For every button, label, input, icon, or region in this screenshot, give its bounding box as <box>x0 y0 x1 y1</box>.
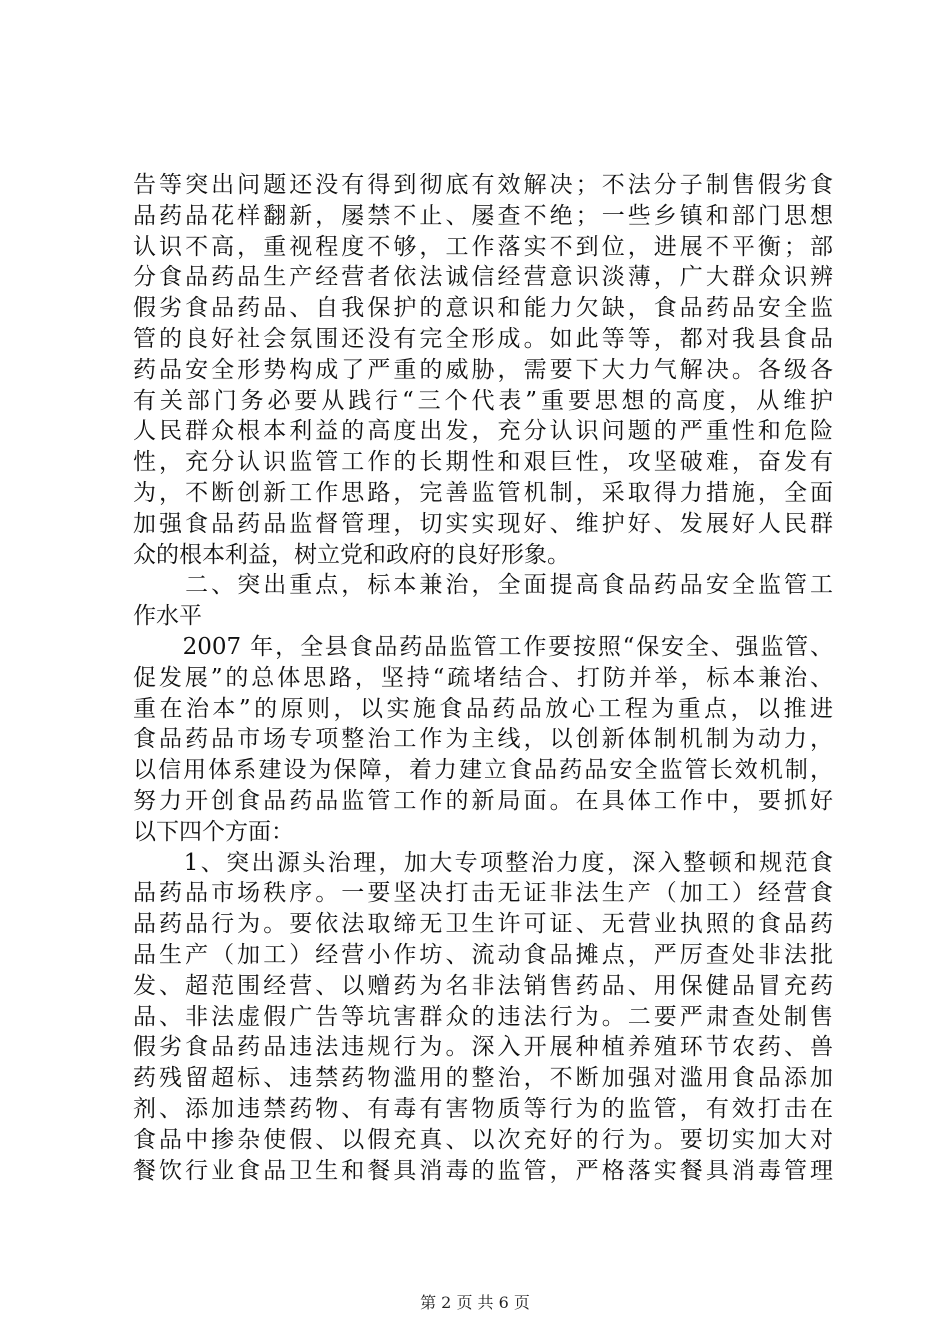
text-line: 发、超范围经营、以赠药为名非法销售药品、用保健品冒充药 <box>133 972 833 999</box>
text-line: 努力开创食品药品监管工作的新局面。在具体工作中，要抓好 <box>133 787 833 814</box>
text-line: 重在治本”的原则，以实施食品药品放心工程为重点，以推进 <box>133 695 833 722</box>
text-line: 有关部门务必要从践行“三个代表”重要思想的高度，从维护 <box>133 387 833 414</box>
text-line: 品药品行为。要依法取缔无卫生许可证、无营业执照的食品药 <box>133 911 833 938</box>
text-line: 1、突出源头治理，加大专项整治力度，深入整顿和规范食 <box>133 849 833 876</box>
text-line: 以下四个方面： <box>133 818 294 845</box>
text-line: 假劣食品药品违法违规行为。深入开展种植养殖环节农药、兽 <box>133 1034 833 1061</box>
text-line: 药品安全形势构成了严重的威胁，需要下大力气解决。各级各 <box>133 356 833 383</box>
body-text <box>133 170 833 1186</box>
section-heading-line: 二、突出重点，标本兼治，全面提高食品药品安全监管工 <box>133 572 833 599</box>
text-line: 为，不断创新工作思路，完善监管机制，采取得力措施，全面 <box>133 479 833 506</box>
text-line: 告等突出问题还没有得到彻底有效解决；不法分子制售假劣食 <box>133 172 833 198</box>
text-line: 2007 年，全县食品药品监管工作要按照“保安全、强监管、 <box>133 633 833 660</box>
page-number-footer: 第 2 页 共 6 页 <box>420 1293 530 1312</box>
text-line: 餐饮行业食品卫生和餐具消毒的监管，严格落实餐具消毒管理 <box>133 1157 833 1184</box>
text-line: 管的良好社会氛围还没有完全形成。如此等等，都对我县食品 <box>133 325 833 352</box>
text-line: 药残留超标、违禁药物滥用的整治，不断加强对滥用食品添加 <box>133 1065 833 1092</box>
text-line: 食品药品市场专项整治工作为主线，以创新体制机制为动力， <box>133 726 833 753</box>
text-line: 促发展”的总体思路，坚持“疏堵结合、打防并举，标本兼治、 <box>133 664 833 691</box>
text-line: 性，充分认识监管工作的长期性和艰巨性，攻坚破难，奋发有 <box>133 449 833 476</box>
text-line: 分食品药品生产经营者依法诚信经营意识淡薄，广大群众识辨 <box>133 264 833 291</box>
text-line: 众的根本利益，树立党和政府的良好形象。 <box>133 541 570 568</box>
text-line: 人民群众根本利益的高度出发，充分认识问题的严重性和危险 <box>133 418 833 445</box>
text-line: 品药品市场秩序。一要坚决打击无证非法生产（加工）经营食 <box>133 880 833 907</box>
text-line: 以信用体系建设为保障，着力建立食品药品安全监管长效机制， <box>133 757 833 784</box>
text-line: 食品中掺杂使假、以假充真、以次充好的行为。要切实加大对 <box>133 1126 833 1153</box>
text-line: 认识不高，重视程度不够，工作落实不到位，进展不平衡；部 <box>133 233 833 260</box>
text-line: 假劣食品药品、自我保护的意识和能力欠缺，食品药品安全监 <box>133 295 833 322</box>
text-line: 品药品花样翻新，屡禁不止、屡查不绝；一些乡镇和部门思想 <box>133 202 833 229</box>
text-line: 品、非法虚假广告等坑害群众的违法行为。二要严肃查处制售 <box>133 1003 833 1030</box>
section-heading-line: 作水平 <box>133 603 202 630</box>
text-line: 剂、添加违禁药物、有毒有害物质等行为的监管，有效打击在 <box>133 1095 833 1122</box>
text-line: 加强食品药品监督管理，切实实现好、维护好、发展好人民群 <box>133 510 833 537</box>
text-line: 品生产（加工）经营小作坊、流动食品摊点，严厉查处非法批 <box>133 941 833 968</box>
